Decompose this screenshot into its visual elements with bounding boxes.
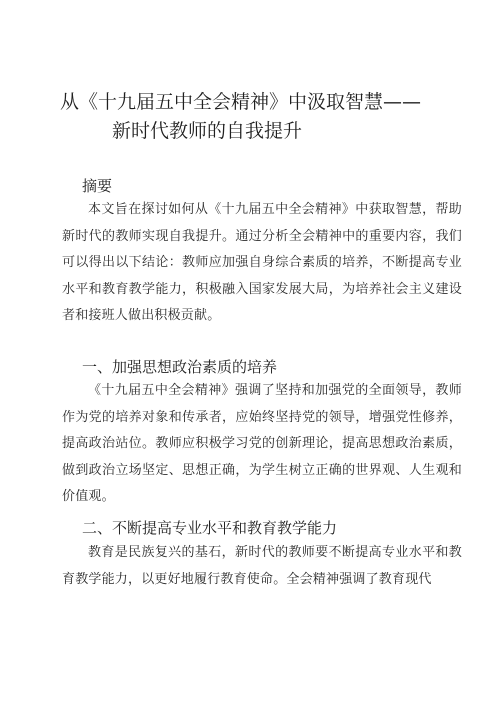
section-2-paragraph: 教育是民族复兴的基石，新时代的教师要不断提高专业水平和教育教学能力，以更好地履行教育使命。全会精神强调了教育现代 [62, 545, 462, 587]
abstract-heading: 摘要 [82, 177, 113, 195]
section-2-heading: 二、不断提高专业水平和教育教学能力 [82, 519, 338, 537]
section-1-paragraph: 《十九届五中全会精神》强调了坚持和加强党的全面领导，教师作为党的培养对象和传承者，应始终坚持党的领导，增强党性修养，提高政治站位。教师应积极学习党的创新理论，提高思想政治素质，做到政治立场坚定、思想正确，为学生树立正确的世界观、人生观和价值观。 [62, 383, 462, 504]
section-1-heading: 一、加强思想政治素质的培养 [82, 358, 278, 376]
abstract-paragraph: 本文旨在探讨如何从《十九届五中全会精神》中获取智慧，帮助新时代的教师实现自我提升。通过分析全会精神中的重要内容，我们可以得出以下结论：教师应加强自身综合素质的培养，不断提高专业水平和教育教学能力，积极融入国家发展大局，为培养社会主义建设者和接班人做出积极贡献。 [62, 202, 462, 323]
document-title [60, 88, 460, 146]
title-line-1: 从《十九届五中全会精神》中汲取智慧—— [60, 91, 422, 113]
title-line-2: 新时代教师的自我提升 [112, 120, 303, 142]
